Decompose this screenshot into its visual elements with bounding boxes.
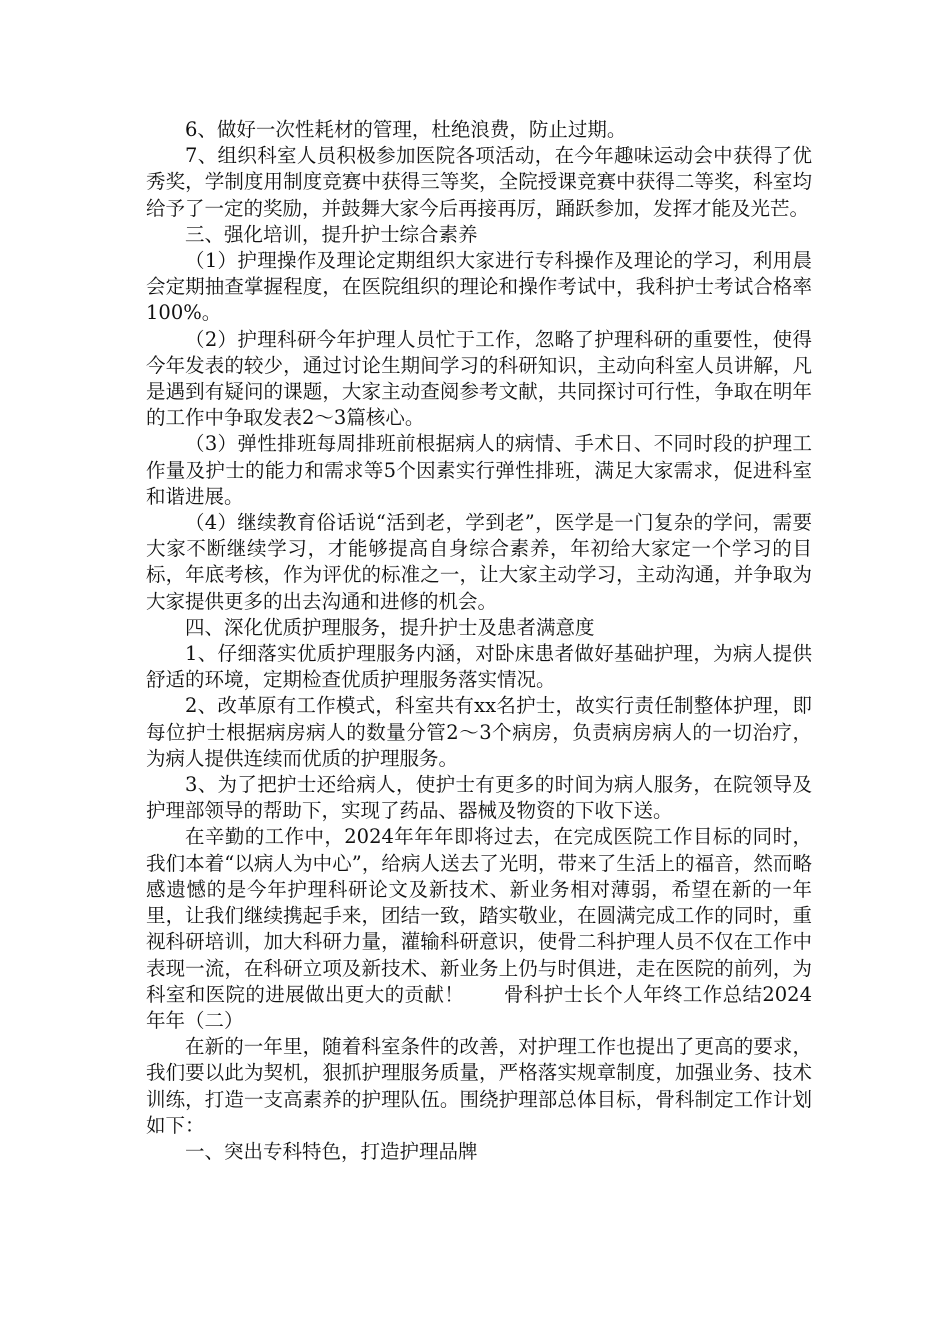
paragraph-item-6-supplies: 6、做好一次性耗材的管理，杜绝浪费，防止过期。: [185, 118, 627, 141]
section-heading-specialty: 一、突出专科特色，打造护理品牌: [185, 1139, 478, 1163]
paragraph-service-2: 2、改革原有工作模式，科室共有xx名护士，故实行责任制整体护理，即每位护士根据病房病人的数量分管2～3个病房，负责病房病人的一切治疗，为病人提供连续而优质的护理服务。: [146, 694, 812, 770]
paragraph-service-1: 1、仔细落实优质护理服务内涵，对卧床患者做好基础护理，为病人提供舒适的环境，定期检查优质护理服务落实情况。: [146, 642, 812, 692]
section-heading-training: 三、强化培训，提升护士综合素养: [185, 222, 478, 246]
paragraph-new-year-plan: 在新的一年里，随着科室条件的改善，对护理工作也提出了更高的要求，我们要以此为契机，狠抓护理服务质量，严格落实规章制度，加强业务、技术训练，打造一支高素养的护理队伍。围绕护理部总体目标，骨科制定工作计划如下：: [146, 1035, 812, 1137]
paragraph-training-3: （3）弹性排班每周排班前根据病人的病情、手术日、不同时段的护理工作量及护士的能力和需求等5个因素实行弹性排班，满足大家需求，促进科室和谐进展。: [146, 432, 812, 508]
paragraph-training-1: （1）护理操作及理论定期组织大家进行专科操作及理论的学习，利用晨会定期抽查掌握程度，在医院组织的理论和操作考试中，我科护士考试合格率100%。: [146, 249, 812, 325]
paragraph-training-4: （4）继续教育俗话说“活到老，学到老”，医学是一门复杂的学问，需要大家不断继续学习，才能够提高自身综合素养，年初给大家定一个学习的目标，年底考核，作为评优的标准之一，让大家主动学习，主动沟通，并争取为大家提供更多的出去沟通和进修的机会。: [146, 511, 812, 613]
paragraph-item-7-activities: 7、组织科室人员积极参加医院各项活动，在今年趣味运动会中获得了优秀奖，学制度用制度竞赛中获得三等奖，全院授课竞赛中获得二等奖，科室均给予了一定的奖励，并鼓舞大家今后再接再厉，踊跃参加，发挥才能及光芒。: [146, 144, 812, 220]
section-heading-quality-service: 四、深化优质护理服务，提升护士及患者满意度: [185, 615, 595, 639]
document-page: [146, 117, 812, 1165]
paragraph-summary: 在辛勤的工作中，2024年年年即将过去，在完成医院工作目标的同时，我们本着“以病人为中心”，给病人送去了光明，带来了生活上的福音，然而略感遗憾的是今年护理科研论文及新技术、新业务相对薄弱，希望在新的一年里，让我们继续携起手来，团结一致，踏实敬业，在圆满完成工作的同时，重视科研培训，加大科研力量，灌输科研意识，使骨二科护理人员不仅在工作中表现一流，在科研立项及新技术、新业务上仍与时俱进，走在医院的前列，为科室和医院的进展做出更大的贡献！ 骨科护士长个人年终工作总结2024年年（二）: [146, 825, 812, 1032]
paragraph-training-2: （2）护理科研今年护理人员忙于工作，忽略了护理科研的重要性，使得今年发表的较少，通过讨论生期间学习的科研知识，主动向科室人员讲解，凡是遇到有疑问的课题，大家主动查阅参考文献，共同探讨可行性，争取在明年的工作中争取发表2～3篇核心。: [146, 327, 812, 430]
paragraph-service-3: 3、为了把护士还给病人，使护士有更多的时间为病人服务，在院领导及护理部领导的帮助下，实现了药品、器械及物资的下收下送。: [146, 773, 812, 823]
